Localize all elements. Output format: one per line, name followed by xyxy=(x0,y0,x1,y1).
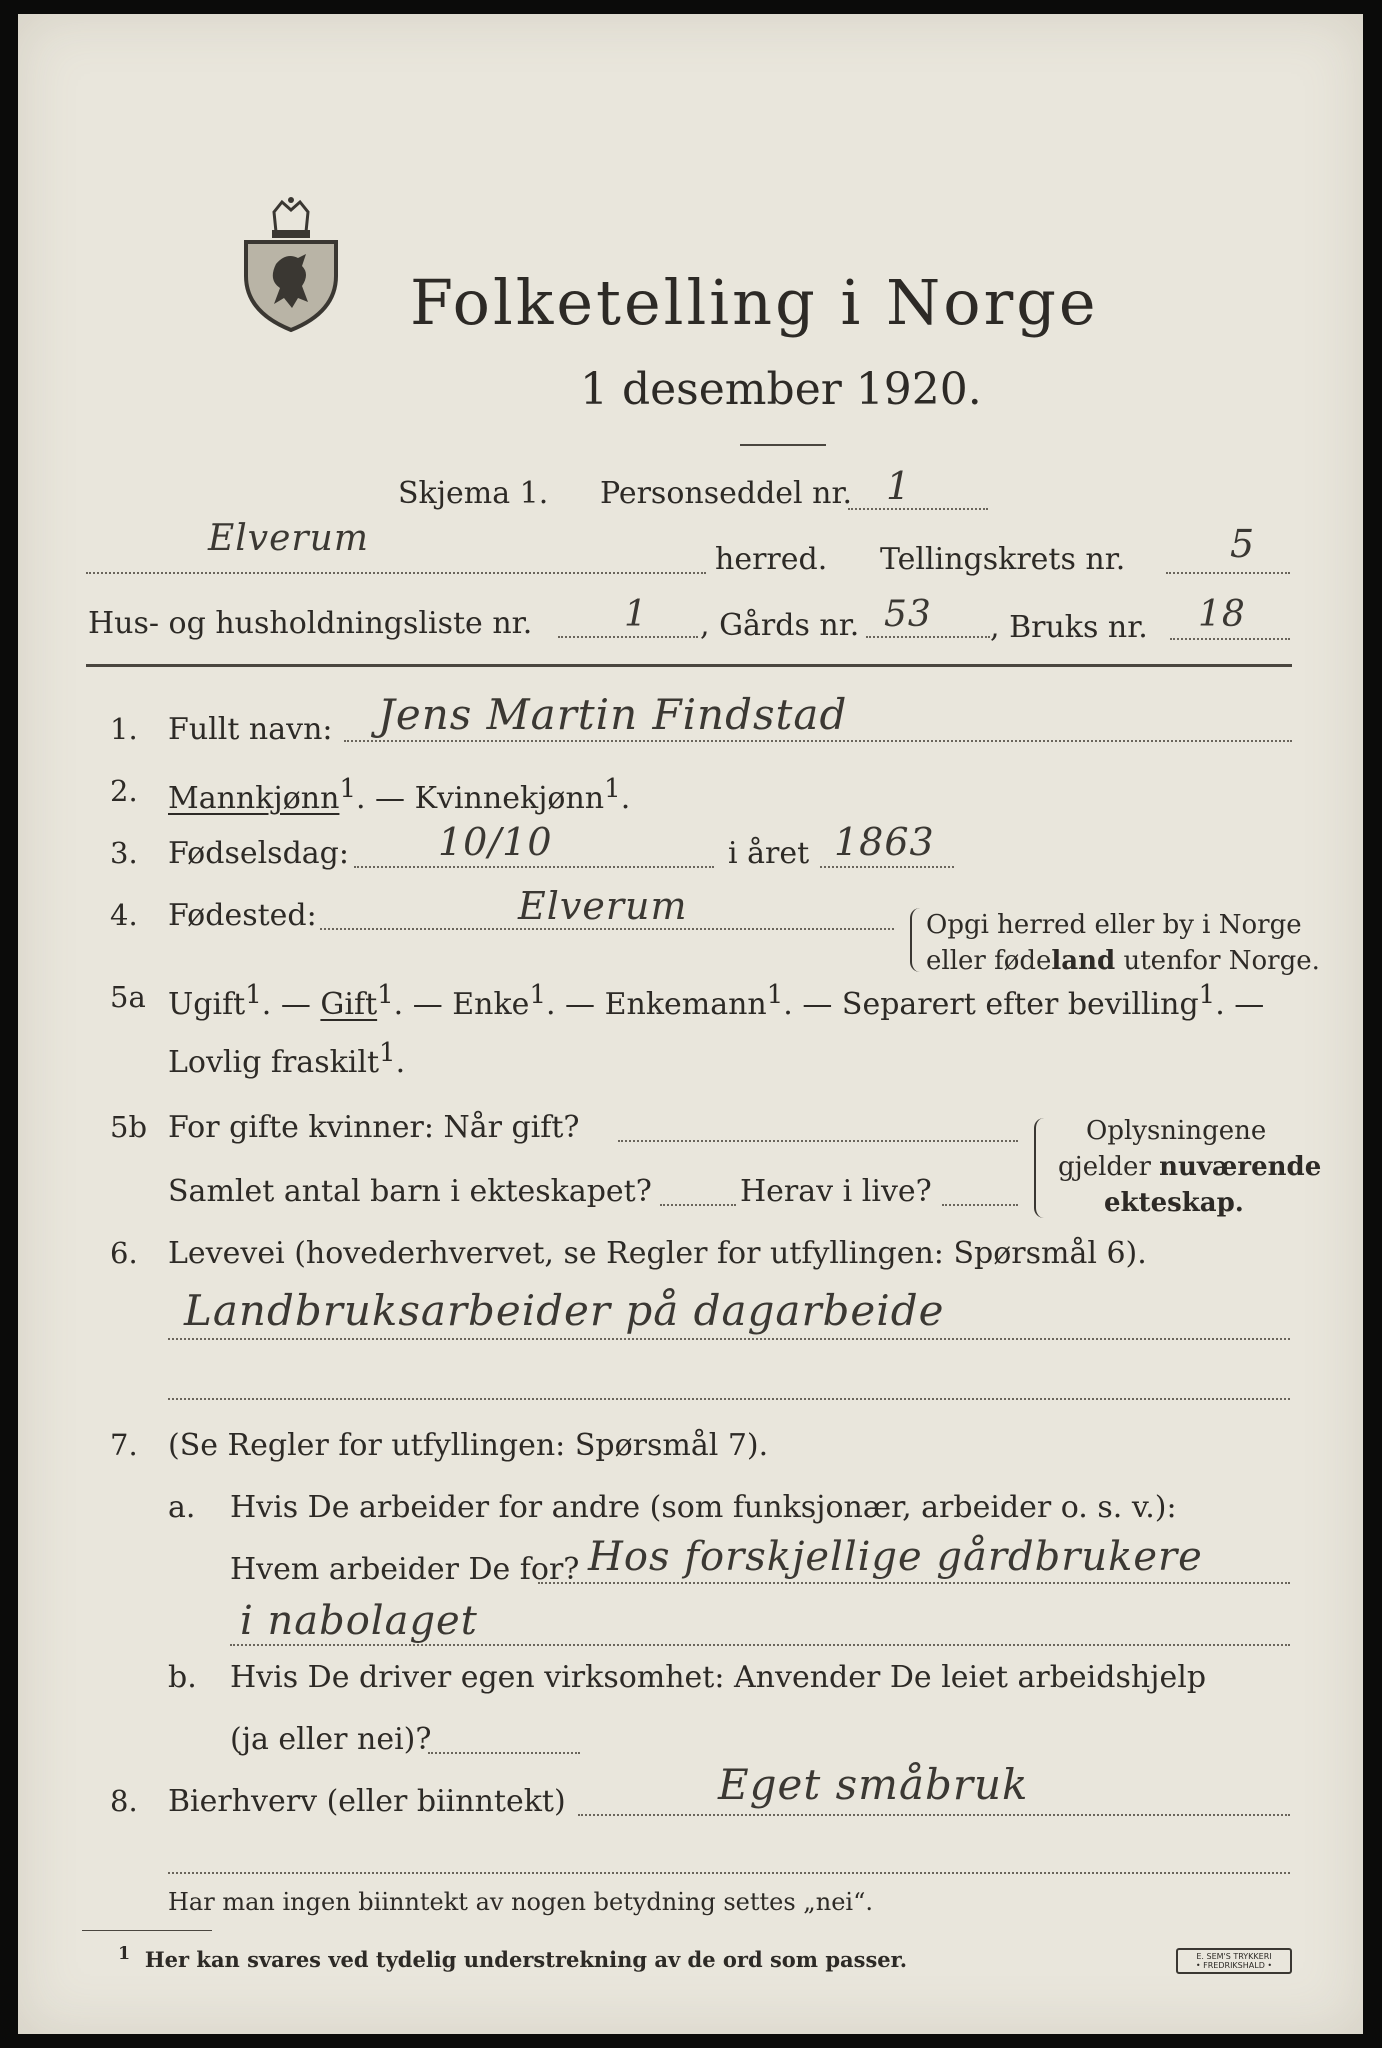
q4-note-line2: eller fødeland utenfor Norge. xyxy=(926,946,1320,976)
q4-label: Fødested: xyxy=(168,898,317,933)
gift-option[interactable]: Gift xyxy=(320,987,378,1022)
employer-value-line1[interactable]: Hos forskjellige gårdbrukere xyxy=(588,1534,1203,1580)
census-form-sheet xyxy=(18,14,1363,2034)
q4-note-line1: Opgi herred eller by i Norge xyxy=(926,910,1302,940)
male-option[interactable]: Mannkjønn xyxy=(168,781,340,816)
q7a-letter: a. xyxy=(168,1490,196,1525)
q5b-children-label: Samlet antal barn i ekteskapet? xyxy=(168,1174,652,1209)
occupation-value[interactable]: Landbruksarbeider på dagarbeide xyxy=(184,1286,945,1335)
header-rule xyxy=(86,664,1292,667)
personseddel-value[interactable]: 1 xyxy=(886,464,912,508)
tellingskrets-value[interactable]: 5 xyxy=(1230,522,1256,566)
q7a-text: Hvis De arbeider for andre (som funksjonær, arbeider o. s. v.): xyxy=(230,1490,1177,1525)
fraskilt-option[interactable]: Lovlig fraskilt xyxy=(168,1045,380,1080)
q4-number: 4. xyxy=(110,898,138,932)
footnote: $^1$ Her kan svares ved tydelig understrekning av de ord som passer. xyxy=(118,1944,908,1972)
q8-line1 xyxy=(578,1814,1290,1816)
q6-number: 6. xyxy=(110,1236,138,1270)
q6-label: Levevei (hovederhvervet, se Regler for utfyllingen: Spørsmål 6). xyxy=(168,1236,1147,1271)
q8-label: Bierhverv (eller biinntekt) xyxy=(168,1784,566,1819)
q5b-line1: For gifte kvinner: Når gift? xyxy=(168,1110,580,1145)
q7b-letter: b. xyxy=(168,1660,197,1695)
separert-option[interactable]: Separert efter bevilling xyxy=(841,987,1199,1022)
tellingskrets-label: Tellingskrets nr. xyxy=(880,542,1126,577)
q7a-question: Hvem arbeider De for? xyxy=(230,1552,580,1587)
q3-label: Fødselsdag: xyxy=(168,836,349,871)
form-title: Folketelling i Norge xyxy=(410,266,1099,339)
enke-option[interactable]: Enke xyxy=(452,987,530,1022)
q5b-brace xyxy=(1034,1118,1044,1218)
q1-line xyxy=(344,740,1292,742)
q6-line1 xyxy=(168,1338,1290,1340)
hus-line xyxy=(558,636,698,638)
q2-number: 2. xyxy=(110,774,138,808)
herred-label: herred. xyxy=(715,542,828,577)
herred-value[interactable]: Elverum xyxy=(208,518,369,559)
q3-line xyxy=(354,866,714,868)
schema-label: Skjema 1. xyxy=(398,476,549,511)
fraskilt-line: Lovlig fraskilt$^1$. xyxy=(168,1038,406,1080)
married-when-line xyxy=(618,1140,1018,1142)
q5b-note-line3: ekteskap. xyxy=(1104,1188,1244,1218)
bruks-value[interactable]: 18 xyxy=(1198,594,1246,635)
norwegian-coat-of-arms-icon xyxy=(236,194,346,334)
alive-line xyxy=(942,1204,1018,1206)
bruks-label: , Bruks nr. xyxy=(990,610,1148,645)
children-line xyxy=(660,1204,736,1206)
q1-number: 1. xyxy=(110,712,138,746)
gards-line xyxy=(866,636,990,638)
q7b-line xyxy=(428,1752,580,1754)
q7a-line2 xyxy=(230,1644,1290,1646)
q8-line2 xyxy=(168,1872,1290,1874)
q4-line xyxy=(320,928,894,930)
q5b-note-line2: gjelder nuværende xyxy=(1058,1152,1322,1182)
title-divider xyxy=(740,444,826,446)
q5a-number: 5a xyxy=(110,980,146,1014)
q7b-text: Hvis De driver egen virksomhet: Anvender De leiet arbeidshjelp xyxy=(230,1660,1207,1695)
bruks-line xyxy=(1170,638,1290,640)
herred-line xyxy=(86,572,706,574)
tellingskrets-line xyxy=(1166,572,1290,574)
q2-options: Mannkjønn$^1$. — Kvinnekjønn$^1$. xyxy=(168,774,631,816)
enkemann-option[interactable]: Enkemann xyxy=(604,987,767,1022)
personseddel-label: Personseddel nr. xyxy=(600,476,853,511)
q7-label: (Se Regler for utfyllingen: Spørsmål 7). xyxy=(168,1428,769,1463)
printer-stamp: E. SEM'S TRYKKERI • FREDRIKSHALD • xyxy=(1176,1948,1292,1974)
census-date: 1 desember 1920. xyxy=(580,364,982,415)
gards-value[interactable]: 53 xyxy=(884,594,932,635)
year-line xyxy=(820,866,954,868)
q1-label: Fullt navn: xyxy=(168,712,333,747)
personseddel-line xyxy=(848,508,988,510)
female-option[interactable]: Kvinnekjønn xyxy=(414,781,605,816)
q5b-alive-label: Herav i live? xyxy=(740,1174,932,1209)
q3-number: 3. xyxy=(110,836,138,870)
ugift-option[interactable]: Ugift xyxy=(168,987,246,1022)
hus-label: Hus- og husholdningsliste nr. xyxy=(88,606,533,641)
q6-line2 xyxy=(168,1398,1290,1400)
birthday-value[interactable]: 10/10 xyxy=(438,820,553,864)
side-occupation-value[interactable]: Eget småbruk xyxy=(718,1760,1029,1809)
birth-year-value[interactable]: 1863 xyxy=(834,820,935,864)
q5b-note-line1: Oplysningene xyxy=(1086,1116,1267,1146)
full-name-value[interactable]: Jens Martin Findstad xyxy=(378,690,848,739)
q7a-line1 xyxy=(538,1582,1290,1584)
nei-note: Har man ingen biinntekt av nogen betydning settes „nei“. xyxy=(168,1888,873,1916)
hus-value[interactable]: 1 xyxy=(624,594,648,635)
q7-number: 7. xyxy=(110,1428,138,1462)
q5a-options: Ugift$^1$. — Gift$^1$. — Enke$^1$. — Enkemann$^1$. — Separert efter bevilling$^1$. — xyxy=(168,980,1265,1022)
year-label: i året xyxy=(728,836,810,871)
q7b-question: (ja eller nei)? xyxy=(230,1722,432,1757)
q4-brace xyxy=(910,908,920,972)
q8-number: 8. xyxy=(110,1784,138,1818)
q5b-number: 5b xyxy=(110,1110,148,1144)
footnote-rule xyxy=(82,1930,212,1931)
gards-label: , Gårds nr. xyxy=(700,608,860,643)
employer-value-line2[interactable]: i nabolaget xyxy=(240,1598,478,1644)
birthplace-value[interactable]: Elverum xyxy=(518,884,688,928)
